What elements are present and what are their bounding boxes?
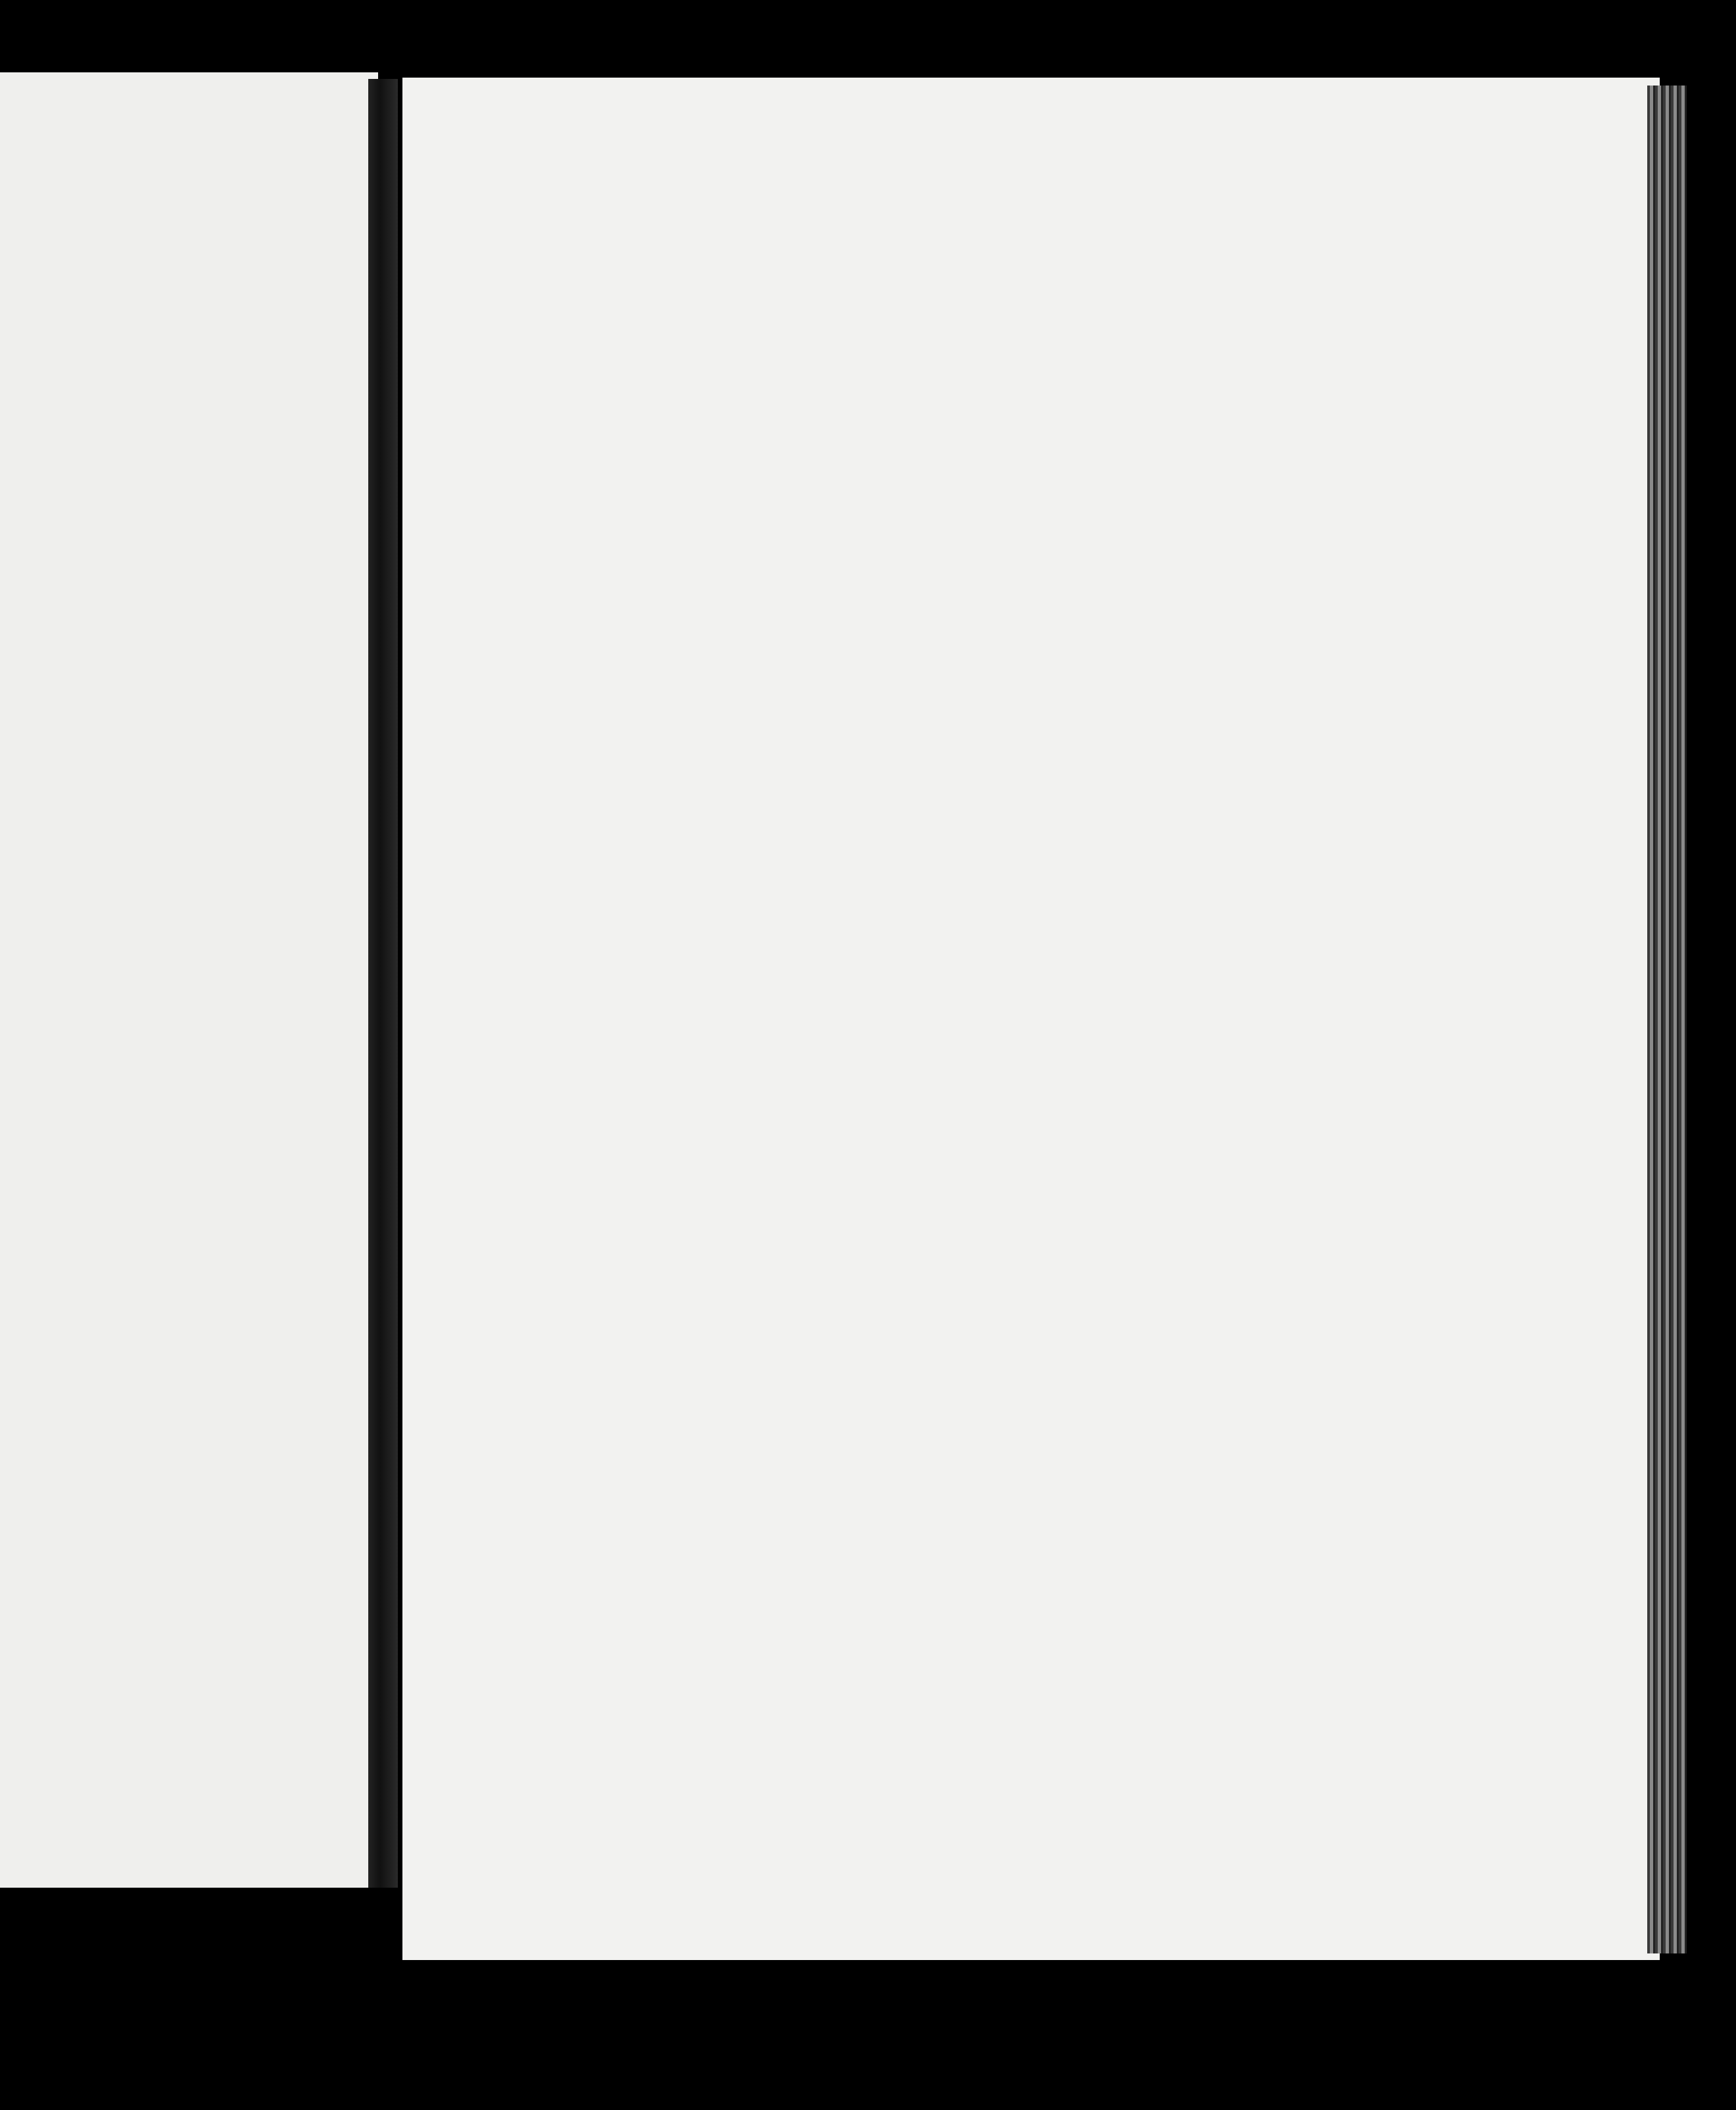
left-page-fragment xyxy=(0,72,378,1888)
book-gutter xyxy=(368,79,398,1888)
running-head xyxy=(402,193,1660,239)
right-page xyxy=(402,78,1660,1960)
page-edges xyxy=(1647,86,1687,1953)
